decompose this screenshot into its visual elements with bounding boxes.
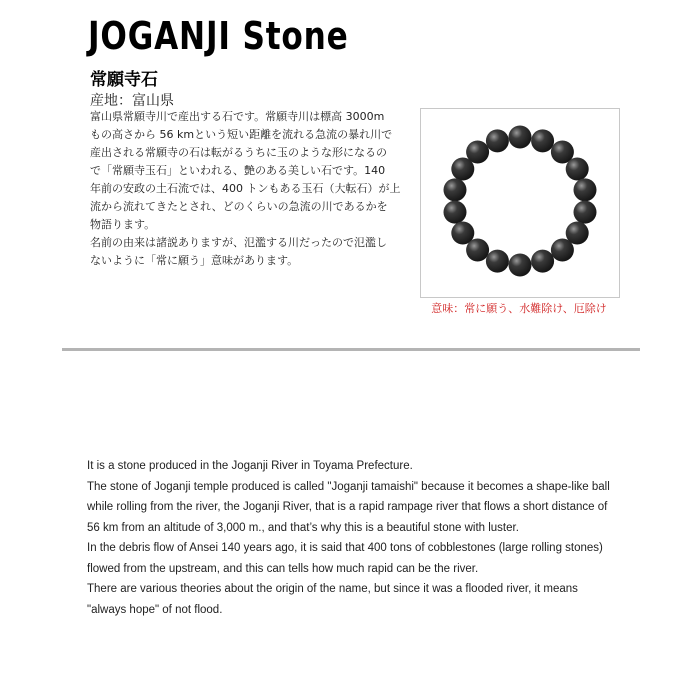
bead: [444, 178, 467, 201]
jp-line: 物語ります。: [90, 218, 156, 231]
bead: [509, 126, 532, 149]
en-line: In the debris flow of Ansei 140 years ago, it is said that 400 tons of cobblestones (large rolling stones): [87, 542, 603, 554]
japanese-subtitle: 常願寺石: [90, 70, 158, 90]
jp-line: ないように「常に願う」意味があります。: [90, 254, 299, 267]
bead: [486, 129, 509, 152]
section-divider: [62, 348, 640, 351]
bead: [486, 250, 509, 273]
en-line: The stone of Joganji temple produced is called "Joganji tamaishi" because it becomes a shape-like ball: [87, 480, 610, 493]
bead: [551, 239, 574, 262]
en-line: "always hope" of not flood.: [87, 603, 223, 616]
en-line: flowed from the upstream, and this can tells how much rapid can be the river.: [87, 562, 479, 575]
page-title: JOGANJI Stone: [88, 14, 349, 58]
bead: [574, 178, 597, 201]
english-description: [87, 456, 647, 620]
bead: [451, 158, 474, 181]
bead: [531, 250, 554, 273]
jp-line: 産出される常願寺の石は転がるうちに玉のような形になるの: [90, 146, 387, 159]
bracelet-image: [421, 109, 619, 297]
jp-line: もの高さから 56 kmという短い距離を流れる急流の暴れ川で: [90, 128, 393, 141]
origin-label: 産地：富山県: [90, 93, 174, 109]
bead: [566, 158, 589, 181]
en-line: There are various theories about the origin of the name, but since it was a flooded river, it means: [87, 583, 578, 595]
bead: [531, 129, 554, 152]
bead: [509, 254, 532, 277]
bead: [574, 201, 597, 224]
en-line: while rolling from the river, the Joganji River, that is a rapid rampage river that flows a short distance of: [87, 501, 608, 513]
en-line: It is a stone produced in the Joganji River in Toyama Prefecture.: [87, 460, 413, 472]
meaning-caption: 意味：常に願う、水難除け、厄除け: [431, 302, 607, 315]
jp-line: 富山県常願寺川で産出する石です。常願寺川は標高 3000m: [90, 110, 385, 123]
jp-line: 流から流れてきたとされ、どのくらいの急流の川であるかを: [90, 200, 388, 213]
jp-line: 名前の由来は諸説ありますが、氾濫する川だったので氾濫し: [90, 236, 387, 249]
japanese-description: [90, 108, 410, 270]
en-line: 56 km from an altitude of 3,000 m., and that’s why this is a beautiful stone with luster.: [87, 521, 519, 534]
jp-line: 年前の安政の土石流では、400 トンもある玉石（大転石）が上: [90, 182, 401, 195]
bead: [466, 239, 489, 262]
bracelet-photo: [420, 108, 620, 298]
bead: [444, 201, 467, 224]
jp-line: で「常願寺玉石」といわれる、艶のある美しい石です。140: [90, 164, 386, 177]
